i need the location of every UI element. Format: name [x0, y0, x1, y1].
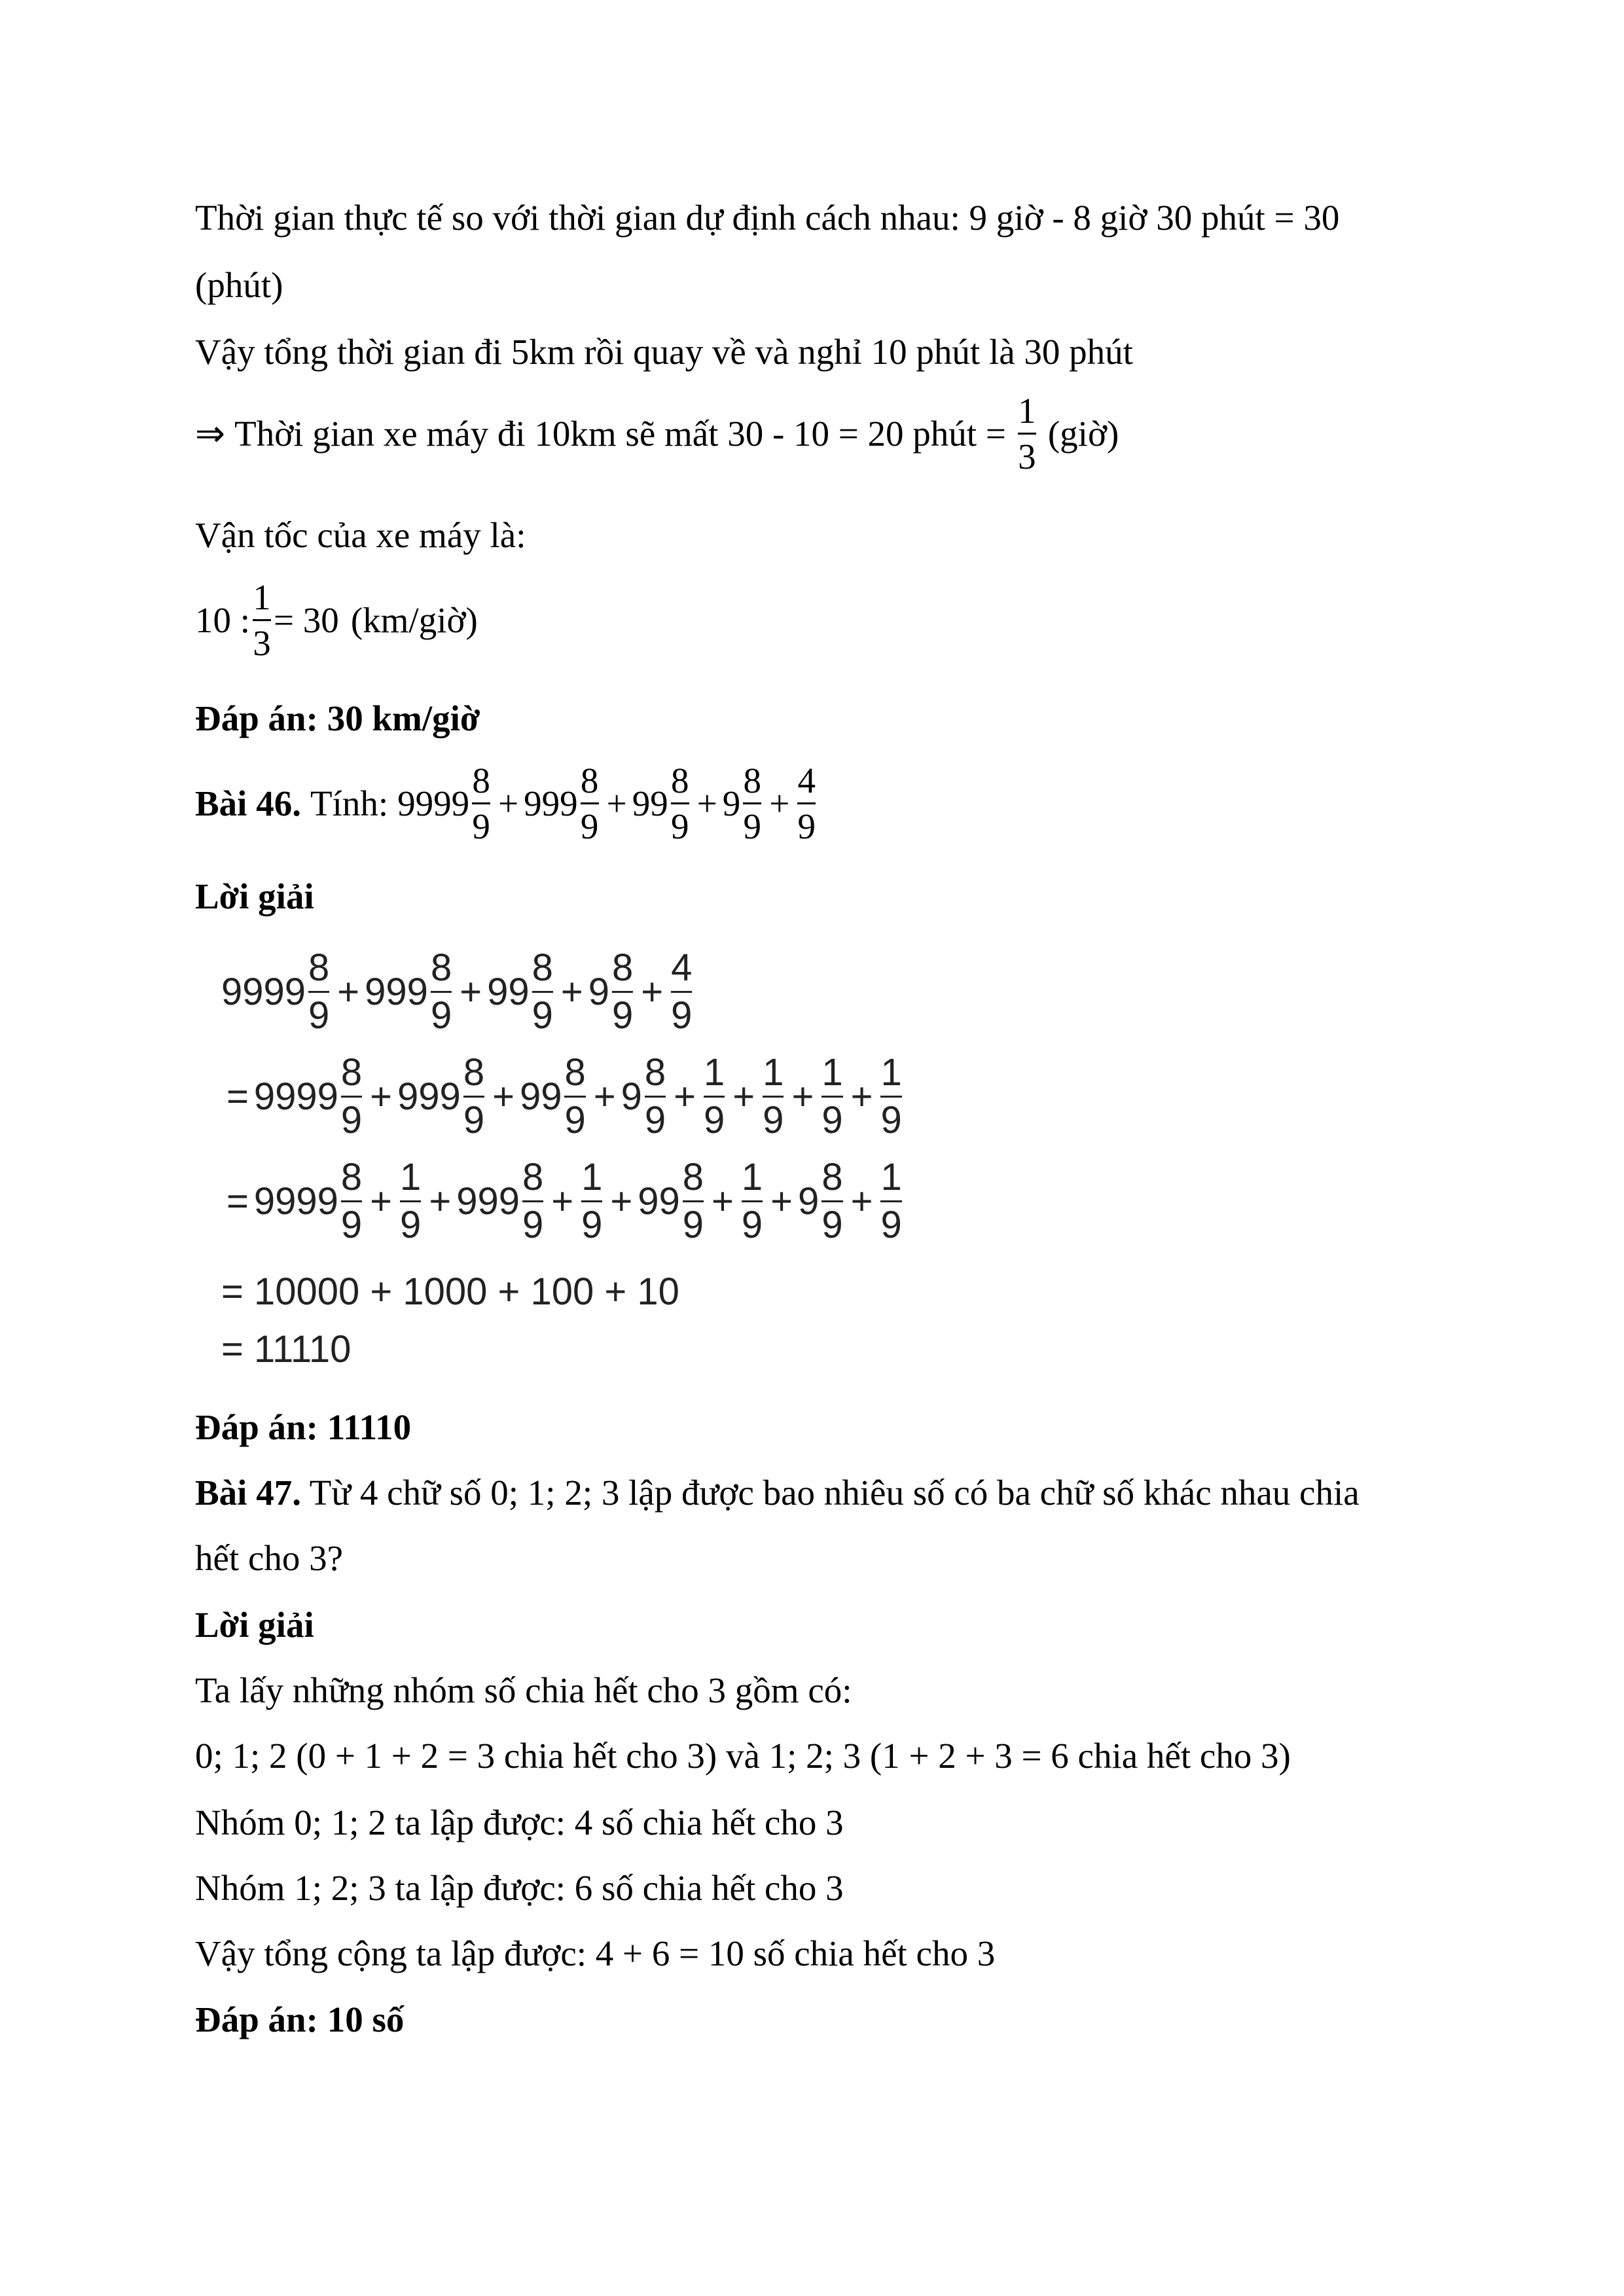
denominator: 9: [532, 994, 553, 1037]
fraction: [683, 1158, 704, 1244]
problem-47-line-1: [195, 1475, 1360, 1511]
answer-47: [195, 2001, 404, 2037]
fraction: [612, 946, 634, 1037]
denominator: 9: [522, 1204, 544, 1246]
numerator: 1: [704, 1051, 725, 1094]
text-line: Nhóm 0; 1; 2 ta lập được: 4 số chia hết cho 3: [195, 1803, 844, 1842]
text-line: 0; 1; 2 (0 + 1 + 2 = 3 chia hết cho 3) và 1; 2; 3 (1 + 2 + 3 = 6 chia hết cho 3): [195, 1736, 1291, 1776]
denominator: 9: [741, 1204, 763, 1246]
answer-45: [195, 700, 480, 736]
whole-number: 9: [621, 1075, 642, 1118]
whole-number: 9999: [253, 1180, 338, 1223]
whole-number: 999: [397, 1075, 461, 1118]
answer-label: Đáp án:: [195, 698, 318, 738]
answer-value: 30 km/giờ: [327, 698, 480, 738]
denominator: 9: [797, 806, 816, 846]
denominator: 9: [580, 806, 599, 846]
text-line: Vậy tổng cộng ta lập được: 4 + 6 = 10 số chia hết cho 3: [195, 1933, 996, 1973]
answer-value: 11110: [327, 1407, 412, 1447]
fraction: [743, 762, 761, 844]
fraction-one-third: [1018, 393, 1036, 475]
fraction: [472, 762, 490, 844]
operator: +: [606, 783, 627, 823]
solution-heading: Lời giải: [195, 1605, 314, 1645]
numerator: 1: [741, 1156, 763, 1198]
denominator: 9: [472, 806, 490, 846]
numerator: 8: [463, 1051, 485, 1094]
operator: +: [769, 783, 790, 823]
fraction: [522, 1158, 543, 1244]
operator: +: [696, 783, 717, 823]
problem-47-line-2: hết cho 3?: [195, 1538, 344, 1578]
text-line: (phút): [195, 265, 283, 305]
operator: +: [850, 1180, 873, 1223]
numerator: 1: [581, 1156, 603, 1198]
operator: +: [770, 1180, 793, 1223]
numerator: 1: [880, 1156, 902, 1198]
fraction-one-third: [253, 579, 271, 661]
operator: +: [641, 971, 664, 1013]
numerator: 8: [743, 761, 761, 800]
denominator: 9: [763, 1099, 784, 1141]
denominator: 9: [400, 1204, 422, 1246]
operator: +: [610, 1180, 633, 1223]
denominator: 9: [430, 994, 452, 1037]
answer-value: 10 số: [327, 2000, 405, 2039]
operator: +: [498, 783, 519, 823]
operator: =: [226, 1180, 249, 1223]
operator: +: [337, 971, 360, 1013]
denominator: 9: [880, 1099, 902, 1141]
operator: +: [370, 1075, 393, 1118]
operator: +: [429, 1180, 452, 1223]
denominator: 9: [612, 994, 634, 1037]
time-equation-line: [195, 393, 1119, 475]
denominator: 9: [682, 1204, 704, 1246]
numerator: 1: [880, 1051, 902, 1094]
answer-label: Đáp án:: [195, 2000, 318, 2039]
fraction: [340, 1051, 363, 1141]
text-line: Vậy tổng thời gian đi 5km rồi quay về và nghỉ 10 phút là 30 phút: [195, 332, 1133, 372]
numerator: 1: [821, 1051, 843, 1094]
denominator: 9: [821, 1099, 843, 1141]
denominator: 9: [340, 1099, 363, 1141]
numerator: 4: [671, 946, 693, 989]
numerator: 8: [430, 946, 452, 989]
whole-number: 99: [519, 1075, 562, 1118]
solution-row-2: [221, 1051, 905, 1141]
numerator: 8: [532, 946, 553, 989]
fraction: [644, 1051, 666, 1141]
denominator: 9: [463, 1099, 485, 1141]
whole-number: 9: [588, 971, 610, 1013]
denominator: 3: [253, 623, 271, 663]
whole-number: 999: [524, 783, 578, 823]
numerator: 8: [340, 1156, 363, 1198]
operator: +: [850, 1075, 873, 1118]
fraction: [463, 1051, 485, 1141]
numerator: 8: [522, 1156, 544, 1198]
whole-number: 9: [722, 783, 741, 823]
fraction: [671, 762, 689, 844]
operator: +: [370, 1180, 393, 1223]
numerator: 1: [253, 577, 271, 617]
operator: +: [593, 1075, 616, 1118]
whole-number: 999: [365, 971, 428, 1013]
fraction: [341, 1158, 362, 1244]
problem-46-heading: [195, 762, 818, 844]
fraction: [430, 946, 452, 1037]
operator: +: [674, 1075, 696, 1118]
operator: +: [492, 1075, 514, 1118]
problem-label: Bài 47.: [195, 1473, 301, 1513]
whole-number: 99: [632, 783, 668, 823]
fraction: [742, 1158, 763, 1244]
implies-arrow: ⇒: [195, 412, 226, 454]
answer-label: Đáp án:: [195, 1407, 318, 1447]
numerator: 8: [644, 1051, 666, 1094]
fraction: [671, 946, 693, 1037]
fraction: [564, 1051, 586, 1141]
problem-text: Tính:: [310, 783, 389, 823]
denominator: 9: [581, 1204, 603, 1246]
fraction: [308, 946, 330, 1037]
numerator: 1: [763, 1051, 784, 1094]
numerator: 8: [472, 761, 490, 800]
denominator: 9: [564, 1099, 586, 1141]
fraction: [704, 1051, 725, 1141]
solution-row-4: = 10000 + 1000 + 100 + 10: [221, 1270, 679, 1313]
numerator: 4: [797, 761, 816, 800]
numerator: 8: [821, 1156, 843, 1198]
denominator: 9: [308, 994, 330, 1037]
fraction: [880, 1158, 901, 1244]
solution-row-3: [221, 1158, 905, 1244]
denominator: 3: [1018, 437, 1036, 476]
answer-46: [195, 1409, 411, 1445]
whole-number: 99: [638, 1180, 680, 1223]
denominator: 9: [743, 806, 761, 846]
whole-number: 99: [487, 971, 530, 1013]
solution-heading: Lời giải: [195, 876, 314, 916]
denominator: 9: [644, 1099, 666, 1141]
operator: +: [791, 1075, 814, 1118]
numerator: 1: [1018, 391, 1036, 431]
fraction: [880, 1051, 902, 1141]
speed-equation-line: [195, 579, 478, 661]
denominator: 9: [704, 1099, 725, 1141]
numerator: 8: [340, 1051, 363, 1094]
numerator: 8: [580, 761, 599, 800]
text-line: Ta lấy những nhóm số chia hết cho 3 gồm có:: [195, 1670, 852, 1710]
operator: +: [712, 1180, 734, 1223]
problem-text: Từ 4 chữ số 0; 1; 2; 3 lập được bao nhiêu số có ba chữ số khác nhau chia: [309, 1473, 1360, 1513]
whole-number: 9999: [397, 783, 470, 823]
text-line: Vận tốc của xe máy là:: [195, 515, 526, 555]
fraction: [400, 1158, 421, 1244]
unit-text: (km/giờ): [350, 600, 478, 640]
solution-row-5: = 11110: [221, 1328, 352, 1371]
fraction: [763, 1051, 784, 1141]
operator: =: [226, 1075, 249, 1118]
numerator: 8: [612, 946, 634, 989]
fraction: [821, 1051, 843, 1141]
fraction: [821, 1158, 842, 1244]
whole-number: 9999: [221, 971, 306, 1013]
numerator: 8: [670, 761, 689, 800]
numerator: 8: [564, 1051, 586, 1094]
whole-number: 999: [456, 1180, 520, 1223]
numerator: 8: [308, 946, 330, 989]
whole-number: 9999: [253, 1075, 338, 1118]
expression-46: [397, 762, 818, 844]
expr-right: = 30: [274, 600, 339, 640]
whole-number: 9: [798, 1180, 820, 1223]
operator: +: [551, 1180, 574, 1223]
denominator: 9: [340, 1204, 363, 1246]
fraction: [581, 1158, 602, 1244]
text-line: Thời gian thực tế so với thời gian dự định cách nhau: 9 giờ - 8 giờ 30 phút = 30: [195, 198, 1340, 238]
expr-left: 10 :: [195, 600, 251, 640]
denominator: 9: [671, 994, 693, 1037]
denominator: 9: [821, 1204, 843, 1246]
numerator: 1: [400, 1156, 422, 1198]
fraction: [581, 762, 599, 844]
solution-row-1: [221, 946, 695, 1037]
operator: +: [460, 971, 482, 1013]
denominator: 9: [880, 1204, 902, 1246]
fraction: [797, 762, 816, 844]
problem-label: Bài 46.: [195, 783, 301, 823]
text-line: Nhóm 1; 2; 3 ta lập được: 6 số chia hết cho 3: [195, 1868, 844, 1908]
operator: +: [732, 1075, 755, 1118]
operator: +: [560, 971, 583, 1013]
numerator: 8: [682, 1156, 704, 1198]
fraction: [532, 946, 553, 1037]
time-text: Thời gian xe máy đi 10km sẽ mất 30 - 10 = 20 phút =: [234, 414, 1006, 454]
denominator: 9: [670, 806, 689, 846]
unit-text: (giờ): [1047, 414, 1119, 454]
